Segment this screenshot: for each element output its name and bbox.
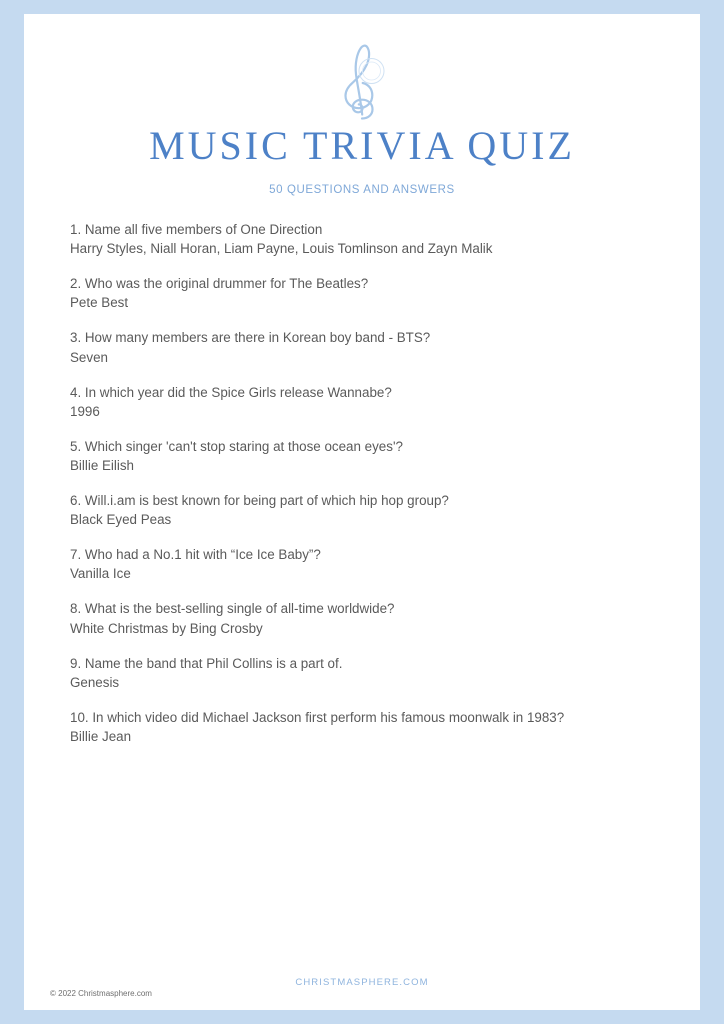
question-text: 7. Who had a No.1 hit with “Ice Ice Baby”?	[70, 547, 321, 563]
question-text: 4. In which year did the Spice Girls release Wannabe?	[70, 384, 392, 400]
qa-item	[70, 599, 660, 638]
question-text: 6. Will.i.am is best known for being part of which hip hop group?	[70, 492, 449, 508]
answer-text: 1996	[70, 403, 100, 419]
question-text: 2. Who was the original drummer for The Beatles?	[70, 276, 369, 292]
page-title: MUSIC TRIVIA QUIZ	[149, 123, 575, 168]
question-text: 9. Name the band that Phil Collins is a part of.	[70, 655, 343, 671]
answer-text: Harry Styles, Niall Horan, Liam Payne, Louis Tomlinson and Zayn Malik	[70, 241, 493, 257]
page-subtitle: 50 QUESTIONS AND ANSWERS	[269, 184, 455, 196]
qa-item	[70, 545, 660, 584]
qa-item	[70, 491, 660, 530]
qa-item	[70, 328, 660, 367]
footer-site-url: CHRISTMASPHERE.COM	[295, 977, 429, 988]
qa-item	[70, 220, 660, 259]
answer-text: Genesis	[70, 674, 120, 690]
qa-item	[70, 437, 660, 476]
qa-item	[70, 383, 660, 422]
qa-item	[70, 274, 660, 313]
answer-text: Vanilla Ice	[70, 566, 131, 582]
treble-clef-icon	[24, 36, 700, 126]
answer-text: Billie Eilish	[70, 458, 134, 474]
answer-text: Black Eyed Peas	[70, 512, 172, 528]
answer-text: Pete Best	[70, 295, 129, 311]
answer-text: Billie Jean	[70, 728, 132, 744]
document-page	[24, 14, 700, 1010]
question-text: 5. Which singer 'can't stop staring at those ocean eyes'?	[70, 438, 403, 454]
question-text: 1. Name all five members of One Direction	[70, 222, 323, 237]
question-text: 10. In which video did Michael Jackson first perform his famous moonwalk in 1983?	[70, 709, 565, 725]
question-text: 3. How many members are there in Korean boy band - BTS?	[70, 330, 431, 346]
question-text: 8. What is the best-selling single of all-time worldwide?	[70, 601, 395, 617]
answer-text: White Christmas by Bing Crosby	[70, 620, 263, 636]
copyright-notice: © 2022 Christmasphere.com	[50, 989, 152, 998]
qa-item	[70, 654, 660, 693]
answer-text: Seven	[70, 349, 108, 365]
qa-item	[70, 708, 660, 747]
qa-list	[70, 220, 660, 762]
